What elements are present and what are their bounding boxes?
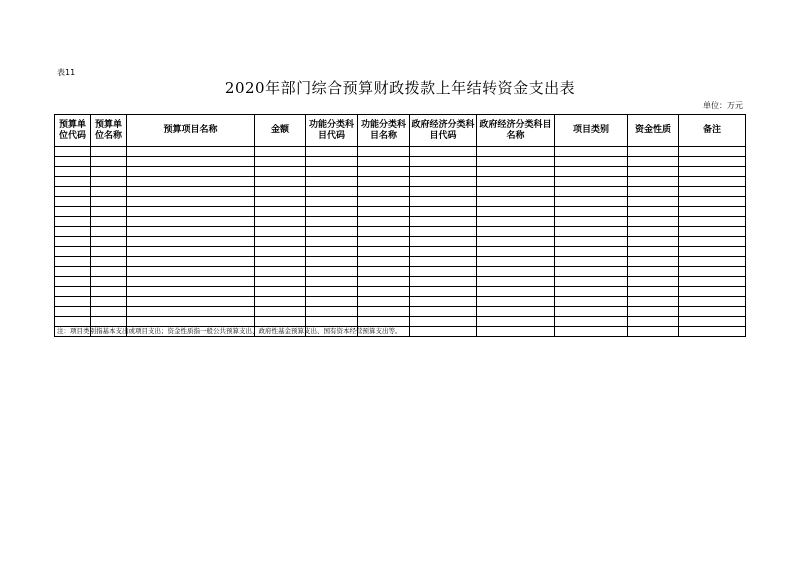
header-economic-code: 政府经济分类科目代码 [410,115,477,147]
table-cell [410,287,477,297]
table-cell [477,207,555,217]
table-cell [127,297,255,307]
table-row [55,167,746,177]
expenditure-table [54,114,746,337]
table-cell [628,317,679,327]
table-cell [55,167,91,177]
table-cell [91,207,127,217]
table-cell [306,297,358,307]
table-cell [555,167,628,177]
table-cell [410,277,477,287]
table-cell [306,187,358,197]
table-cell [91,247,127,257]
table-cell [628,247,679,257]
table-cell [91,277,127,287]
table-cell [255,257,306,267]
table-cell [679,207,746,217]
table-cell [679,147,746,157]
table-cell [306,197,358,207]
table-cell [410,307,477,317]
table-cell [306,207,358,217]
table-cell [306,227,358,237]
table-cell [555,227,628,237]
table-cell [55,197,91,207]
table-cell [477,287,555,297]
table-cell [358,257,410,267]
footnote: 注：项目类别指基本支出或项目支出；资金性质指一般公共预算支出、政府性基金预算支出、国有资本经营预算支出等。 [57,327,402,335]
table-cell [679,247,746,257]
table-cell [255,277,306,287]
table-cell [55,257,91,267]
table-cell [127,307,255,317]
table-cell [477,247,555,257]
table-cell [679,257,746,267]
table-cell [358,217,410,227]
table-cell [358,267,410,277]
table-cell [306,247,358,257]
table-cell [358,227,410,237]
table-cell [358,287,410,297]
table-row [55,227,746,237]
table-cell [91,287,127,297]
table-cell [628,327,679,337]
table-cell [628,217,679,227]
table-row [55,217,746,227]
table-cell [410,327,477,337]
table-cell [555,217,628,227]
header-amount: 金额 [255,115,306,147]
table-cell [55,297,91,307]
unit-label: 单位：万元 [703,101,743,110]
header-project-type: 项目类别 [555,115,628,147]
table-cell [628,157,679,167]
table-cell [628,237,679,247]
table-cell [255,207,306,217]
table-cell [306,287,358,297]
table-cell [477,147,555,157]
table-cell [679,287,746,297]
table-cell [255,147,306,157]
table-cell [55,267,91,277]
table-cell [410,187,477,197]
table-cell [127,197,255,207]
table-cell [255,297,306,307]
table-cell [679,167,746,177]
table-cell [91,257,127,267]
header-economic-name: 政府经济分类科目名称 [477,115,555,147]
table-cell [555,277,628,287]
table-cell [306,257,358,267]
table-cell [306,167,358,177]
table-cell [255,267,306,277]
table-cell [410,317,477,327]
table-cell [255,227,306,237]
table-cell [55,207,91,217]
table-cell [477,217,555,227]
table-cell [358,247,410,257]
table-cell [477,187,555,197]
table-cell [306,277,358,287]
table-cell [55,247,91,257]
table-cell [628,227,679,237]
table-cell [55,237,91,247]
table-cell [91,197,127,207]
table-cell [127,147,255,157]
table-row [55,237,746,247]
table-cell [555,177,628,187]
table-cell [127,217,255,227]
table-cell [306,147,358,157]
table-cell [127,257,255,267]
table-cell [358,197,410,207]
table-cell [477,157,555,167]
table-cell [55,177,91,187]
table-cell [358,297,410,307]
table-cell [410,197,477,207]
table-cell [358,277,410,287]
table-cell [410,147,477,157]
table-cell [358,167,410,177]
header-fund-nature: 资金性质 [628,115,679,147]
table-cell [255,217,306,227]
table-cell [628,207,679,217]
table-cell [306,177,358,187]
table-cell [55,217,91,227]
table-cell [255,157,306,167]
table-cell [410,217,477,227]
table-cell [628,307,679,317]
table-cell [91,317,127,327]
table-cell [127,157,255,167]
table-cell [55,277,91,287]
table-cell [477,167,555,177]
table-cell [555,237,628,247]
table-cell [55,317,91,327]
table-cell [628,167,679,177]
table-cell [255,197,306,207]
table-cell [255,317,306,327]
table-cell [628,187,679,197]
table-cell [555,267,628,277]
table-cell [555,157,628,167]
table-row [55,307,746,317]
table-cell [477,197,555,207]
table-cell [127,287,255,297]
table-cell [628,147,679,157]
table-cell [358,147,410,157]
table-cell [628,277,679,287]
table-cell [679,267,746,277]
table-cell [628,177,679,187]
table-cell [91,157,127,167]
table-cell [127,167,255,177]
table-cell [55,287,91,297]
table-cell [91,297,127,307]
table-row [55,257,746,267]
header-unit-code: 预算单位代码 [55,115,91,147]
table-cell [679,227,746,237]
table-cell [410,177,477,187]
table-row [55,197,746,207]
table-cell [477,177,555,187]
table-cell [306,217,358,227]
table-row [55,187,746,197]
table-cell [127,207,255,217]
table-cell [477,237,555,247]
table-cell [410,157,477,167]
table-cell [127,267,255,277]
document-title: 2020年部门综合预算财政拨款上年结转资金支出表 [224,79,576,97]
table-cell [358,187,410,197]
table-cell [358,207,410,217]
header-project-name: 预算项目名称 [127,115,255,147]
table-row [55,267,746,277]
table-cell [306,307,358,317]
table-cell [91,267,127,277]
table-cell [255,177,306,187]
table-cell [127,177,255,187]
table-cell [410,207,477,217]
table-cell [358,237,410,247]
table-cell [555,297,628,307]
table-cell [358,307,410,317]
table-cell [410,257,477,267]
table-cell [91,177,127,187]
table-cell [477,267,555,277]
table-cell [477,257,555,267]
table-cell [91,237,127,247]
table-cell [555,207,628,217]
table-cell [679,187,746,197]
table-cell [555,197,628,207]
table-row [55,147,746,157]
table-row [55,157,746,167]
table-cell [679,317,746,327]
table-cell [91,187,127,197]
table-body [55,147,746,337]
table-cell [477,277,555,287]
table-cell [127,317,255,327]
table-cell [91,167,127,177]
table-cell [358,157,410,167]
table-cell [410,247,477,257]
header-unit-name: 预算单位名称 [91,115,127,147]
table-cell [358,177,410,187]
table-cell [410,167,477,177]
table-cell [555,187,628,197]
table-cell [679,177,746,187]
table-cell [679,297,746,307]
table-cell [255,167,306,177]
header-function-code: 功能分类科目代码 [306,115,358,147]
table-cell [555,317,628,327]
table-cell [410,297,477,307]
table-cell [555,307,628,317]
table-cell [127,187,255,197]
table-cell [679,217,746,227]
table-cell [55,307,91,317]
table-row [55,297,746,307]
table-cell [127,277,255,287]
table-cell [477,307,555,317]
table-cell [91,307,127,317]
table-cell [306,157,358,167]
table-cell [306,267,358,277]
table-cell [306,317,358,327]
table-cell [255,247,306,257]
table-row [55,287,746,297]
table-cell [410,267,477,277]
table-cell [127,237,255,247]
table-cell [628,267,679,277]
table-cell [628,297,679,307]
table-cell [255,237,306,247]
table-row [55,177,746,187]
table-cell [306,237,358,247]
table-cell [55,147,91,157]
table-cell [255,307,306,317]
table-cell [679,327,746,337]
table-number: 表11 [57,68,76,77]
table-cell [410,237,477,247]
table-cell [477,317,555,327]
table-cell [91,217,127,227]
table-cell [555,247,628,257]
table-row [55,207,746,217]
table-row [55,317,746,327]
table-row [55,277,746,287]
table-cell [477,297,555,307]
table-cell [679,237,746,247]
table-cell [679,197,746,207]
header-row [55,115,746,147]
table-cell [477,227,555,237]
table-cell [55,187,91,197]
table-cell [679,277,746,287]
table-row [55,247,746,257]
table-cell [255,187,306,197]
table-cell [55,227,91,237]
table-cell [555,327,628,337]
table-cell [55,157,91,167]
table-cell [555,257,628,267]
header-function-name: 功能分类科目名称 [358,115,410,147]
table-cell [91,227,127,237]
table-cell [555,287,628,297]
table-cell [679,307,746,317]
table-cell [255,287,306,297]
table-cell [555,147,628,157]
table-cell [628,197,679,207]
table-cell [477,327,555,337]
table-cell [127,227,255,237]
table-cell [127,247,255,257]
header-remarks: 备注 [679,115,746,147]
table-cell [679,157,746,167]
table-cell [358,317,410,327]
table-cell [91,147,127,157]
table-cell [410,227,477,237]
table-cell [628,287,679,297]
table-cell [628,257,679,267]
